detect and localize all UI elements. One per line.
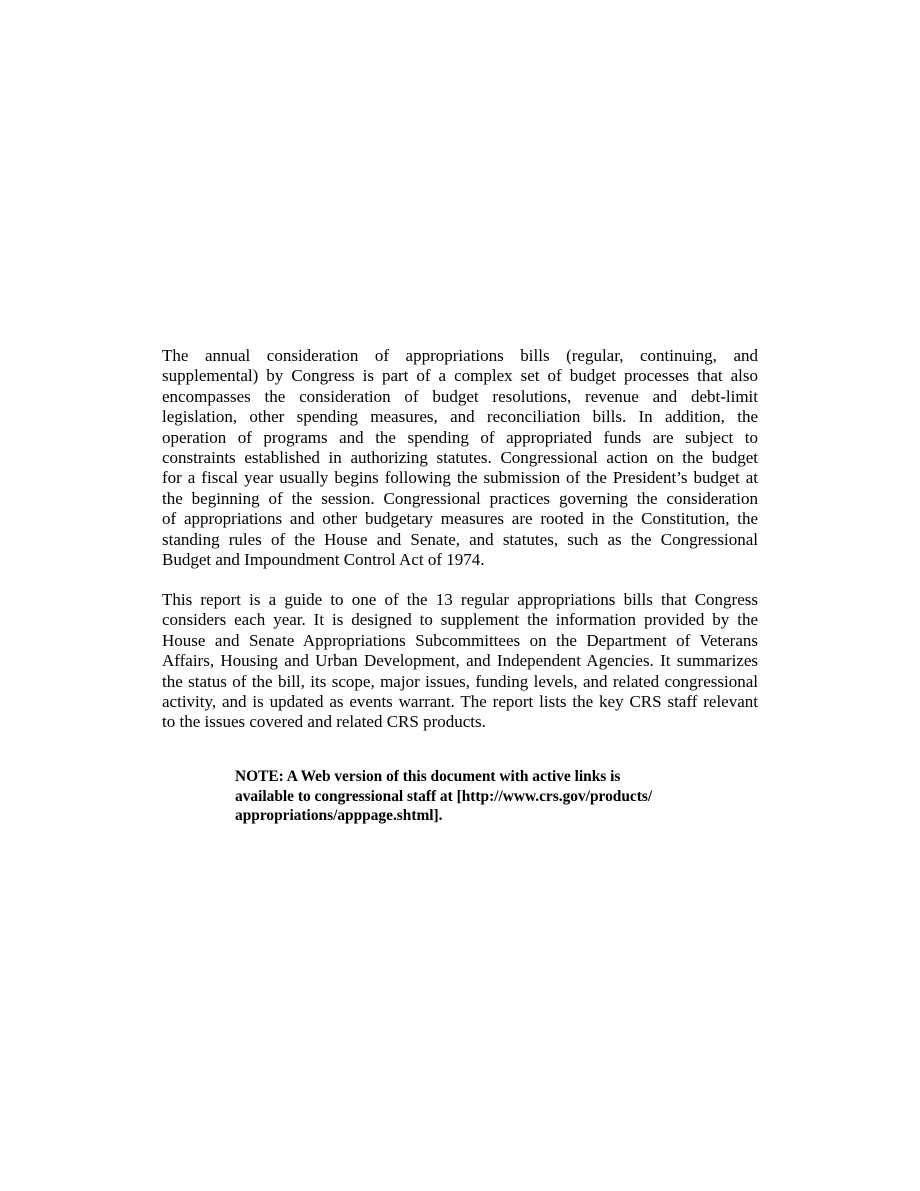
paragraph-line: legislation, other spending measures, and reconciliation bills. In addition, the [162, 407, 758, 427]
paragraph-line: Affairs, Housing and Urban Development, and Independent Agencies. It summarizes [162, 651, 758, 671]
paragraph-line: activity, and is updated as events warrant. The report lists the key CRS staff relevant [162, 692, 758, 712]
web-version-note [235, 767, 705, 826]
paragraph-line: for a fiscal year usually begins following the submission of the President’s budget at [162, 468, 758, 488]
paragraph-line: House and Senate Appropriations Subcommittees on the Department of Veterans [162, 630, 758, 650]
paragraph-line: to the issues covered and related CRS products. [162, 712, 486, 732]
paragraph-line: Budget and Impoundment Control Act of 1974. [162, 550, 485, 570]
paragraph-line: encompasses the consideration of budget resolutions, revenue and debt-limit [162, 386, 758, 406]
paragraph-line: constraints established in authorizing statutes. Congressional action on the budget [162, 448, 758, 468]
paragraph-line: the beginning of the session. Congressional practices governing the consideration [162, 488, 758, 508]
note-line: available to congressional staff at [http://www.crs.gov/products/ [235, 787, 653, 805]
note-line: appropriations/apppage.shtml]. [235, 807, 443, 824]
paragraph-line: standing rules of the House and Senate, and statutes, such as the Congressional [162, 529, 758, 549]
paragraph-line: operation of programs and the spending of appropriated funds are subject to [162, 427, 758, 447]
paragraph-line: supplemental) by Congress is part of a complex set of budget processes that also [162, 366, 758, 386]
paragraph-line: the status of the bill, its scope, major issues, funding levels, and related congressional [162, 671, 758, 691]
report-purpose-paragraph [162, 590, 758, 733]
intro-paragraph [162, 346, 758, 570]
paragraph-line: considers each year. It is designed to supplement the information provided by the [162, 610, 758, 630]
paragraph-line: This report is a guide to one of the 13 regular appropriations bills that Congress [162, 590, 758, 609]
paragraph-line: of appropriations and other budgetary measures are rooted in the Constitution, the [162, 509, 758, 529]
paragraph-line: The annual consideration of appropriations bills (regular, continuing, and [162, 346, 758, 365]
note-line: NOTE: A Web version of this document with active links is [235, 768, 621, 785]
